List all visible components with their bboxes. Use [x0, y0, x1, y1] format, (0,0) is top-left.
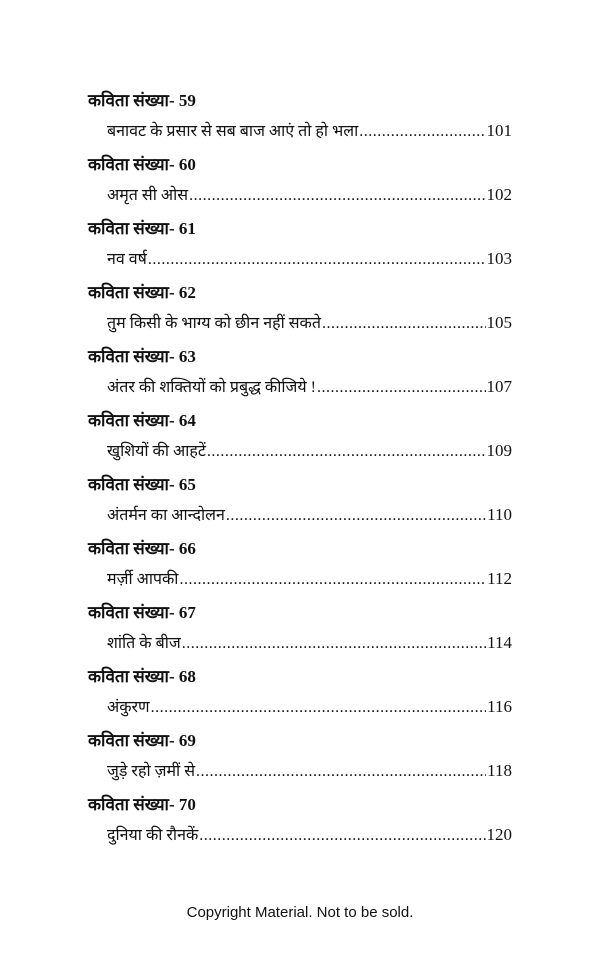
- table-of-contents: [88, 86, 512, 854]
- poem-title: अंकुरण: [107, 699, 150, 716]
- page-number: 112: [487, 569, 512, 588]
- dot-leader: [196, 757, 486, 787]
- toc-line[interactable]: [88, 756, 512, 786]
- toc-line[interactable]: [88, 564, 512, 594]
- page-number: 120: [486, 825, 512, 844]
- poem-title: बनावट के प्रसार से सब बाज आएं तो हो भला: [107, 123, 359, 140]
- poem-title: शांति के बीज: [107, 635, 181, 652]
- toc-entry: [88, 86, 512, 150]
- poem-title: मर्ज़ी आपकी: [107, 571, 179, 588]
- poem-number-heading: कविता संख्या- 62: [88, 283, 196, 302]
- dot-leader: [322, 309, 486, 339]
- poem-number-heading: कविता संख्या- 69: [88, 731, 196, 750]
- toc-entry: [88, 278, 512, 342]
- poem-title: जुड़े रहो ज़मीं से: [107, 763, 196, 780]
- poem-number-heading: कविता संख्या- 60: [88, 155, 196, 174]
- toc-line[interactable]: [88, 244, 512, 274]
- page-number: 107: [486, 377, 512, 396]
- poem-number-heading: कविता संख्या- 65: [88, 475, 196, 494]
- dot-leader: [317, 373, 486, 403]
- toc-entry: [88, 726, 512, 790]
- toc-line[interactable]: [88, 820, 512, 850]
- toc-line[interactable]: [88, 308, 512, 338]
- dot-leader: [189, 181, 485, 211]
- dot-leader: [151, 693, 487, 723]
- page-number: 101: [486, 121, 512, 140]
- poem-title: अंतर की शक्तियों को प्रबुद्ध कीजिये !: [107, 379, 316, 396]
- dot-leader: [179, 565, 486, 595]
- poem-title: दुनिया की रौनकें: [107, 827, 199, 844]
- toc-line[interactable]: [88, 372, 512, 402]
- poem-number-heading: कविता संख्या- 59: [88, 91, 196, 110]
- poem-number-heading: कविता संख्या- 68: [88, 667, 196, 686]
- poem-number-heading: कविता संख्या- 61: [88, 219, 196, 238]
- page-number: 109: [486, 441, 512, 460]
- dot-leader: [148, 245, 486, 275]
- page-number: 116: [487, 697, 512, 716]
- page-number: 102: [486, 185, 512, 204]
- toc-line[interactable]: [88, 500, 512, 530]
- poem-title: तुम किसी के भाग्य को छीन नहीं सकते: [107, 315, 321, 332]
- dot-leader: [182, 629, 486, 659]
- toc-entry: [88, 598, 512, 662]
- toc-line[interactable]: [88, 116, 512, 146]
- toc-entry: [88, 150, 512, 214]
- poem-title: अंतर्मन का आन्दोलन: [107, 507, 225, 524]
- toc-entry: [88, 342, 512, 406]
- toc-entry: [88, 662, 512, 726]
- toc-entry: [88, 470, 512, 534]
- toc-entry: [88, 214, 512, 278]
- toc-line[interactable]: [88, 436, 512, 466]
- poem-number-heading: कविता संख्या- 64: [88, 411, 196, 430]
- dot-leader: [207, 437, 486, 467]
- toc-entry: [88, 534, 512, 598]
- page-number: 105: [486, 313, 512, 332]
- toc-entry: [88, 790, 512, 854]
- toc-line[interactable]: [88, 692, 512, 722]
- poem-number-heading: कविता संख्या- 70: [88, 795, 196, 814]
- poem-number-heading: कविता संख्या- 66: [88, 539, 196, 558]
- dot-leader: [359, 117, 485, 147]
- dot-leader: [199, 821, 485, 851]
- poem-number-heading: कविता संख्या- 67: [88, 603, 196, 622]
- copyright-notice: Copyright Material. Not to be sold.: [186, 904, 414, 921]
- poem-number-heading: कविता संख्या- 63: [88, 347, 196, 366]
- poem-title: नव वर्ष: [107, 251, 147, 268]
- page-number: 110: [487, 505, 512, 524]
- page-number: 103: [486, 249, 512, 268]
- page-number: 118: [487, 761, 512, 780]
- poem-title: खुशियों की आहटें: [107, 443, 206, 460]
- toc-line[interactable]: [88, 180, 512, 210]
- dot-leader: [226, 501, 486, 531]
- toc-entry: [88, 406, 512, 470]
- page-number: 114: [487, 633, 512, 652]
- toc-line[interactable]: [88, 628, 512, 658]
- poem-title: अमृत सी ओस: [107, 187, 189, 204]
